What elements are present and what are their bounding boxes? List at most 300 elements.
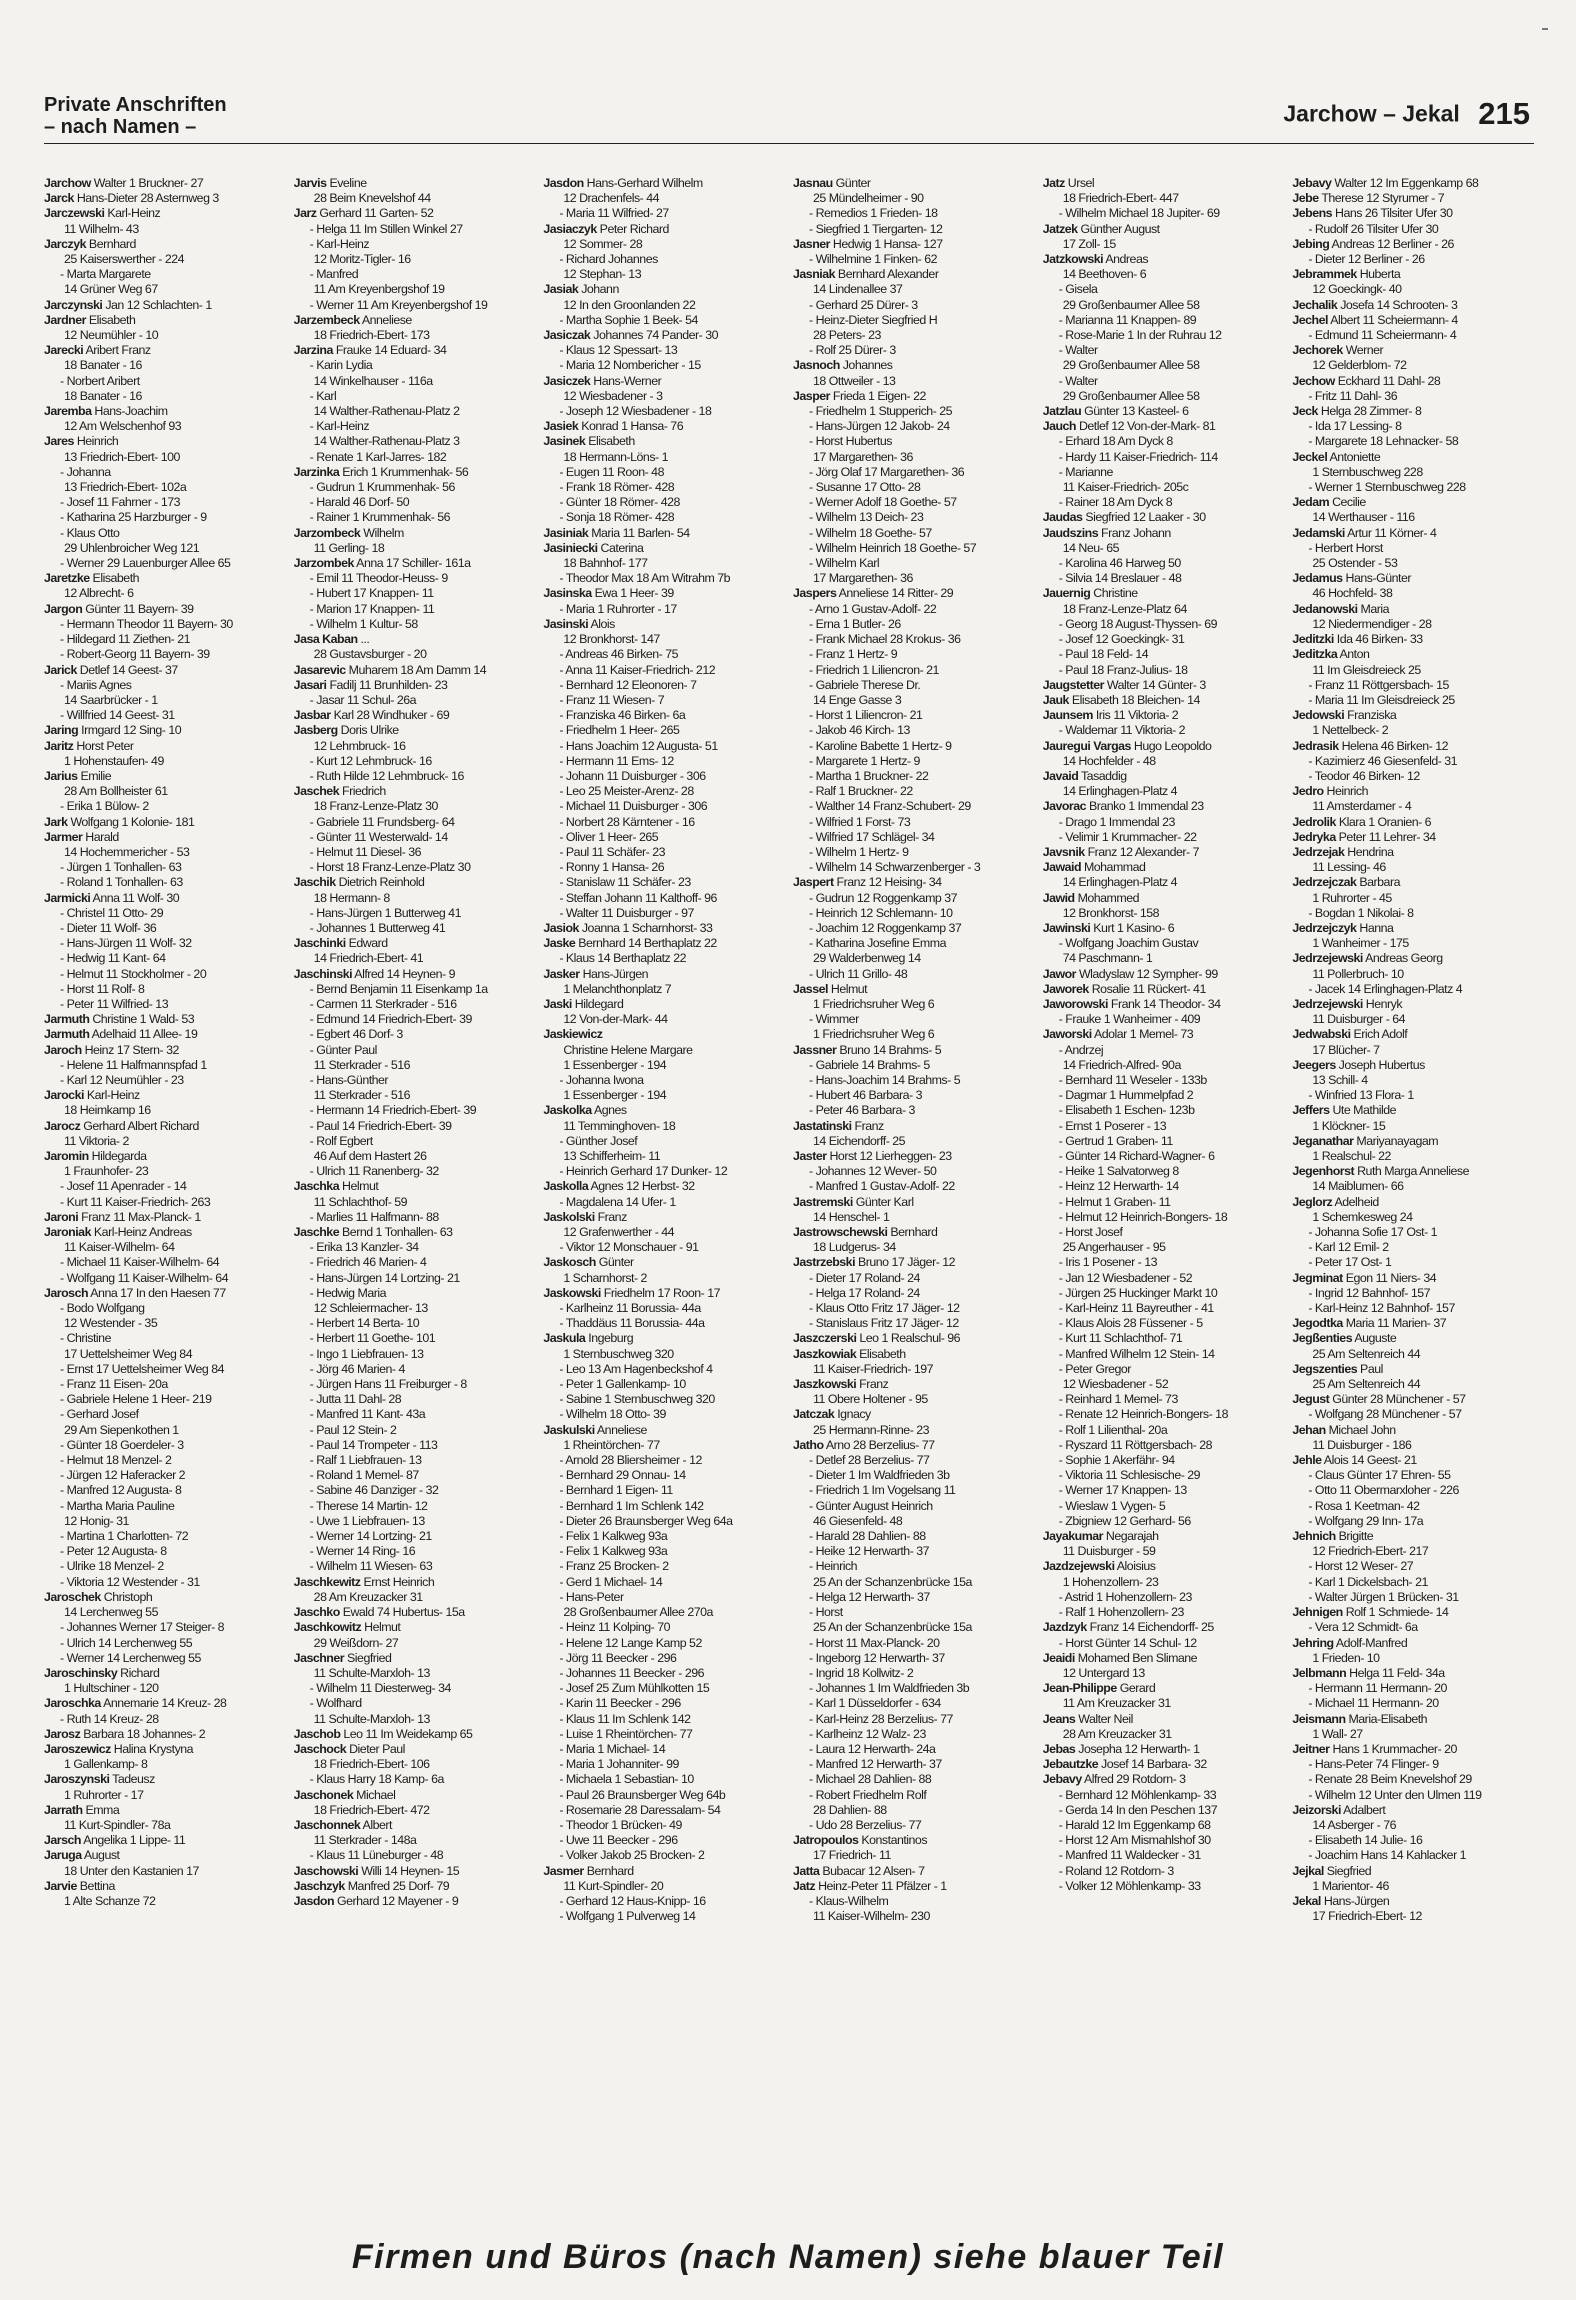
surname: Jardner bbox=[44, 312, 86, 327]
surname-entry bbox=[1043, 1027, 1287, 1042]
listing-entry: - Walter bbox=[1058, 373, 1098, 388]
surname-entry bbox=[543, 1210, 787, 1225]
entry-details: Siegfried 12 Laaker - 30 bbox=[1082, 510, 1206, 525]
listing-entry: - Martha Maria Pauline bbox=[60, 1498, 175, 1513]
listing-entry: - Johannes Werner 17 Steiger- 8 bbox=[60, 1620, 225, 1635]
address-line: 12 Friedrich-Ebert- 217 bbox=[1312, 1544, 1429, 1559]
listing-entry: - Sonja 18 Römer- 428 bbox=[559, 510, 675, 525]
listing-entry: - Friedrich 1 Im Vogelsang 11 bbox=[809, 1483, 956, 1498]
listing-entry: - Karl-Heinz bbox=[309, 236, 370, 251]
entry-details: Detlef 12 Von-der-Mark- 81 bbox=[1076, 419, 1216, 434]
listing-entry: - Erika 13 Kanzler- 34 bbox=[309, 1240, 419, 1255]
surname-entry bbox=[1292, 313, 1536, 328]
surname-entry bbox=[1292, 1864, 1536, 1879]
entry-details: Hans-Jürgen bbox=[1320, 1893, 1390, 1908]
entry-details: Cecilie bbox=[1329, 495, 1366, 510]
directory-column-6 bbox=[1292, 176, 1536, 2196]
address-line: 14 Walther-Rathenau-Platz 3 bbox=[313, 434, 460, 449]
entry-details: Friedhelm 17 Roon- 17 bbox=[600, 1285, 721, 1300]
address-line: 18 Friedrich-Ebert- 447 bbox=[1062, 191, 1179, 206]
surname: Jaschka bbox=[293, 1179, 340, 1194]
surname: Jasnau bbox=[793, 176, 833, 190]
entry-details: Hildegard bbox=[571, 996, 624, 1011]
page-number: 215 bbox=[1478, 96, 1530, 131]
entry-details: Elisabeth 18 Bleichen- 14 bbox=[1068, 692, 1200, 707]
entry-details: Franz bbox=[594, 1209, 627, 1224]
surname: Jarmicki bbox=[44, 890, 91, 905]
surname-entry bbox=[1043, 252, 1287, 267]
address-line: 1 Rheintörchen- 77 bbox=[563, 1437, 660, 1452]
address-line: 12 Von-der-Mark- 44 bbox=[563, 1012, 668, 1027]
listing-entry: - Frauke 1 Wanheimer - 409 bbox=[1058, 1012, 1201, 1027]
surname: Jaske bbox=[543, 936, 576, 951]
listing-entry: - Andrzej bbox=[1058, 1042, 1104, 1057]
listing-entry: - Ralf 1 Bruckner- 22 bbox=[809, 784, 913, 799]
entry-details: Horst 12 Lierheggen- 23 bbox=[826, 1149, 952, 1163]
entry-details: Franz bbox=[856, 1377, 889, 1392]
listing-entry: - Karl-Heinz 11 Bayreuther - 41 bbox=[1058, 1301, 1214, 1316]
listing-entry: - Hermann 11 Hermann- 20 bbox=[1308, 1681, 1447, 1696]
listing-entry: - Harald 28 Dahlien- 88 bbox=[809, 1529, 926, 1544]
listing-entry: - Bernhard 11 Weseler - 133b bbox=[1058, 1072, 1207, 1087]
surname: Jatzkowski bbox=[1042, 252, 1104, 267]
surname-entry bbox=[1292, 1316, 1536, 1331]
entry-details: Ewald 74 Hubertus- 15a bbox=[339, 1605, 465, 1620]
listing-entry: - Remedios 1 Frieden- 18 bbox=[809, 206, 938, 221]
listing-entry: - Jan 12 Wiesbadener - 52 bbox=[1058, 1270, 1193, 1285]
listing-entry: - Renate 12 Heinrich-Bongers- 18 bbox=[1058, 1407, 1228, 1422]
address-line: 29 Großenbaumer Allee 58 bbox=[1062, 297, 1200, 312]
surname: Jaskiewicz bbox=[543, 1027, 603, 1042]
surname-entry bbox=[1043, 419, 1287, 434]
listing-entry: - Maria 11 Im Gleisdreieck 25 bbox=[1308, 692, 1455, 707]
listing-entry: - Volker Jakob 25 Brocken- 2 bbox=[559, 1848, 705, 1863]
listing-entry: - Kurt 12 Lehmbruck- 16 bbox=[309, 753, 432, 768]
address-line: 11 Schlachthof- 59 bbox=[313, 1194, 408, 1209]
surname: Jeitner bbox=[1292, 1741, 1330, 1756]
listing-entry: - Karl-Heinz bbox=[309, 419, 370, 434]
address-line: 11 Sterkrader - 516 bbox=[313, 1057, 411, 1072]
listing-entry: - Horst Hubertus bbox=[809, 434, 892, 449]
surname: Jaschkowitz bbox=[293, 1620, 362, 1635]
surname: Jatz bbox=[1042, 176, 1065, 190]
surname-entry bbox=[1292, 997, 1536, 1012]
surname-entry bbox=[294, 632, 538, 647]
address-line: 1 Ruhrorter - 17 bbox=[64, 1787, 144, 1802]
listing-entry: - Horst 18 Franz-Lenze-Platz 30 bbox=[309, 860, 471, 875]
listing-entry: - Vera 12 Schmidt- 6a bbox=[1308, 1620, 1418, 1635]
listing-entry: - Karl 12 Emil- 2 bbox=[1308, 1240, 1389, 1255]
listing-entry: - Günther Josef bbox=[559, 1133, 638, 1148]
surname: Jechalik bbox=[1292, 297, 1338, 312]
entry-details: Huberta bbox=[1356, 267, 1401, 282]
surname-entry bbox=[1292, 206, 1536, 221]
address-line: 18 Hermann-Löns- 1 bbox=[563, 449, 668, 464]
address-line: 1 Sternbuschweg 320 bbox=[563, 1346, 674, 1361]
surname: Jaschob bbox=[293, 1726, 341, 1741]
surname: Jeditzka bbox=[1292, 647, 1338, 662]
entry-details: Arno 28 Berzelius- 77 bbox=[823, 1437, 935, 1452]
listing-entry: - Hans-Jürgen 1 Butterweg 41 bbox=[309, 905, 461, 920]
listing-entry: - Margarete 18 Lehnacker- 58 bbox=[1308, 434, 1459, 449]
listing-entry: - Peter 1 Gallenkamp- 10 bbox=[559, 1377, 686, 1392]
entry-details: Emilie bbox=[77, 768, 112, 783]
surname: Jaschinki bbox=[293, 936, 346, 951]
listing-entry: - Bernhard 12 Eleonoren- 7 bbox=[559, 677, 697, 692]
listing-entry: - Franz 11 Eisen- 20a bbox=[60, 1377, 168, 1392]
address-line: 11 Am Kreyenbergshof 19 bbox=[313, 282, 445, 297]
surname-entry bbox=[543, 419, 787, 434]
entry-details: Heinrich bbox=[73, 434, 119, 449]
entry-details: Wilhelm bbox=[360, 525, 404, 540]
entry-details: Heinrich bbox=[1323, 784, 1369, 799]
listing-entry: - Hans-Jürgen 11 Wolf- 32 bbox=[60, 936, 192, 951]
address-line: 28 Gustavsburger - 20 bbox=[313, 647, 427, 662]
listing-entry: - Wimmer bbox=[809, 1012, 859, 1027]
entry-details: Anna 11 Wolf- 30 bbox=[90, 890, 180, 905]
entry-details: Emma bbox=[82, 1802, 120, 1817]
surname: Jaroschinsky bbox=[44, 1665, 118, 1680]
surname-entry bbox=[294, 663, 538, 678]
surname-entry bbox=[1043, 1651, 1287, 1666]
surname-entry bbox=[44, 343, 288, 358]
entry-details: Günther August bbox=[1077, 221, 1160, 236]
listing-entry: - Johannes 1 Butterweg 41 bbox=[309, 920, 446, 935]
listing-entry: - Heike 12 Herwarth- 37 bbox=[809, 1544, 930, 1559]
surname: Jarvis bbox=[293, 176, 327, 190]
entry-details: Franziska bbox=[1344, 708, 1397, 723]
listing-entry: - Stanislaw 11 Schäfer- 23 bbox=[559, 875, 691, 890]
listing-entry: - Bernhard 29 Onnau- 14 bbox=[559, 1468, 686, 1483]
entry-details: Günter 28 Münchener - 57 bbox=[1329, 1392, 1466, 1407]
surname: Jaschke bbox=[293, 1225, 340, 1240]
address-line: 12 Stephan- 13 bbox=[563, 267, 642, 282]
listing-entry: - Jörg 11 Beecker - 296 bbox=[559, 1650, 677, 1665]
surname-entry bbox=[294, 723, 538, 738]
surname-entry bbox=[44, 1848, 288, 1863]
listing-entry: - Werner 11 Am Kreyenbergshof 19 bbox=[309, 297, 488, 312]
listing-entry: - Gabriele Therese Dr. bbox=[809, 677, 921, 692]
address-line: 12 Moritz-Tigler- 16 bbox=[313, 252, 411, 267]
surname: Jaspert bbox=[793, 875, 834, 890]
listing-entry: - Harald 12 Im Eggenkamp 68 bbox=[1058, 1817, 1211, 1832]
surname-entry bbox=[1292, 495, 1536, 510]
listing-entry: - Gabriele 11 Frundsberg- 64 bbox=[309, 814, 455, 829]
listing-entry: - Horst Günter 14 Schul- 12 bbox=[1058, 1635, 1197, 1650]
surname: Jasa Kaban bbox=[293, 632, 358, 647]
surname-entry bbox=[294, 465, 538, 480]
address-line: 1 Schemkesweg 24 bbox=[1312, 1209, 1413, 1224]
listing-entry: - Helga 17 Roland- 24 bbox=[809, 1285, 920, 1300]
surname: Jebrammek bbox=[1292, 267, 1357, 282]
entry-details: Heinz 17 Stern- 32 bbox=[81, 1042, 179, 1057]
surname-entry bbox=[793, 982, 1037, 997]
surname: Jasbar bbox=[293, 708, 331, 723]
listing-entry: - Hermann 14 Friedrich-Ebert- 39 bbox=[309, 1103, 477, 1118]
surname-entry bbox=[543, 1864, 787, 1879]
surname-entry bbox=[1043, 1742, 1287, 1757]
surname-entry bbox=[793, 267, 1037, 282]
surname-entry bbox=[1292, 1529, 1536, 1544]
surname: Jasner bbox=[793, 236, 830, 251]
listing-entry: - Klaus 12 Spessart- 13 bbox=[559, 343, 678, 358]
listing-entry: - Viktoria 11 Schlesische- 29 bbox=[1058, 1468, 1201, 1483]
surname: Jaworowski bbox=[1042, 996, 1108, 1011]
entry-details: Hendrina bbox=[1344, 844, 1394, 859]
surname: Jejkal bbox=[1292, 1863, 1324, 1878]
entry-details: Mariyanayagam bbox=[1353, 1133, 1439, 1148]
surname: Jauregui Vargas bbox=[1042, 738, 1131, 753]
entry-details: Doris Ulrike bbox=[337, 723, 399, 738]
surname: Jassner bbox=[793, 1042, 837, 1057]
entry-details: Mohammad bbox=[1081, 860, 1146, 875]
surname: Jasiak bbox=[543, 282, 579, 297]
listing-entry: - Johanna Iwona bbox=[559, 1072, 644, 1087]
listing-entry: - Erna 1 Butler- 26 bbox=[809, 616, 901, 631]
listing-entry: - Manfred bbox=[309, 267, 359, 282]
entry-details: Karl 28 Windhuker - 69 bbox=[330, 708, 450, 723]
surname: Jawid bbox=[1042, 890, 1075, 905]
entry-details: Helga 28 Zimmer- 8 bbox=[1317, 404, 1422, 419]
listing-entry: - Margarete 1 Hertz- 9 bbox=[809, 753, 920, 768]
surname: Jasberg bbox=[293, 723, 338, 738]
surname: Jarius bbox=[44, 768, 78, 783]
address-line: 1 Nettelbeck- 2 bbox=[1312, 723, 1389, 738]
surname: Jegszenties bbox=[1292, 1361, 1358, 1376]
surname-entry bbox=[1292, 1164, 1536, 1179]
directory-columns bbox=[44, 176, 1536, 2196]
surname: Jatzlau bbox=[1042, 404, 1082, 419]
surname-entry bbox=[1292, 1362, 1536, 1377]
address-line: 12 Lehmbruck- 16 bbox=[313, 738, 406, 753]
entry-details: Christine 1 Wald- 53 bbox=[89, 1012, 195, 1027]
surname: Jayakumar bbox=[1042, 1529, 1103, 1544]
surname-entry bbox=[793, 1864, 1037, 1879]
surname: Jedrzejak bbox=[1292, 844, 1345, 859]
entry-details: August bbox=[81, 1848, 120, 1863]
entry-details: Günter bbox=[595, 1255, 634, 1270]
entry-details: Anneliese 14 Ritter- 29 bbox=[836, 586, 954, 601]
surname: Jaschik bbox=[293, 875, 336, 890]
directory-column-5 bbox=[1043, 176, 1287, 2196]
surname-entry bbox=[543, 1331, 787, 1346]
surname: Jarczyk bbox=[44, 236, 86, 251]
address-line: 14 Lindenallee 37 bbox=[813, 282, 903, 297]
listing-entry: - Robert Friedhelm Rolf bbox=[809, 1787, 927, 1802]
surname: Jasiok bbox=[543, 920, 579, 935]
entry-details: Ruth Marga Anneliese bbox=[1354, 1164, 1470, 1179]
listing-entry: - Horst 12 Weser- 27 bbox=[1308, 1559, 1414, 1574]
surname: Jebas bbox=[1042, 1741, 1076, 1756]
address-line: 25 Hermann-Rinne- 23 bbox=[813, 1422, 930, 1437]
surname-entry bbox=[44, 739, 288, 754]
surname: Jasari bbox=[293, 677, 327, 692]
address-line: 12 Sommer- 28 bbox=[563, 236, 643, 251]
surname-entry bbox=[1292, 830, 1536, 845]
entry-details: ... bbox=[357, 632, 370, 647]
surname: Jaskula bbox=[543, 1331, 586, 1346]
entry-details: Adolf-Manfred bbox=[1333, 1635, 1408, 1650]
listing-entry: - Drago 1 Immendal 23 bbox=[1058, 814, 1175, 829]
listing-entry: - Sophie 1 Akerfähr- 94 bbox=[1058, 1453, 1175, 1468]
surname-entry bbox=[543, 1423, 787, 1438]
surname: Jaroszynski bbox=[44, 1772, 110, 1787]
surname-entry bbox=[1292, 176, 1536, 191]
surname: Jaschowski bbox=[293, 1863, 359, 1878]
address-line: 25 Mündelheimer - 90 bbox=[813, 191, 924, 206]
surname-entry bbox=[1292, 1894, 1536, 1909]
surname-entry bbox=[1043, 1681, 1287, 1696]
listing-entry: - Norbert Aribert bbox=[60, 373, 140, 388]
address-line: 11 Kaiser-Wilhelm- 230 bbox=[813, 1909, 930, 1924]
listing-entry: - Friedhelm 1 Heer- 265 bbox=[559, 723, 680, 738]
entry-details: Hugo Leopoldo bbox=[1130, 738, 1212, 753]
address-line: 11 Kurt-Spindler- 20 bbox=[563, 1878, 664, 1893]
listing-entry: - Wolfhard bbox=[309, 1696, 362, 1711]
listing-entry: - Felix 1 Kalkweg 93a bbox=[559, 1544, 668, 1559]
address-line: 12 Wiesbadener - 52 bbox=[1062, 1377, 1169, 1392]
listing-entry: - Marianne bbox=[1058, 464, 1113, 479]
listing-entry: - Maria 1 Michael- 14 bbox=[559, 1741, 666, 1756]
entry-details: Konstantinos bbox=[858, 1833, 928, 1848]
entry-details: Detlef 14 Geest- 37 bbox=[76, 662, 178, 677]
listing-entry: - Klaus-Wilhelm bbox=[809, 1893, 889, 1908]
surname-entry bbox=[294, 1605, 538, 1620]
listing-entry: - Franz 1 Hertz- 9 bbox=[809, 647, 898, 662]
entry-details: Bernhard bbox=[583, 1863, 634, 1878]
address-line: 28 Peters- 23 bbox=[813, 328, 881, 343]
address-line: 28 Am Kreuzacker 31 bbox=[1062, 1726, 1172, 1741]
surname-entry bbox=[294, 1620, 538, 1635]
listing-entry: - Winfried 13 Flora- 1 bbox=[1308, 1088, 1414, 1103]
entry-details: Aloisius bbox=[1114, 1559, 1156, 1574]
surname: Jasinska bbox=[543, 586, 592, 601]
listing-entry: - Horst 12 Am Mismahlshof 30 bbox=[1058, 1833, 1211, 1848]
listing-entry: - Peter 17 Ost- 1 bbox=[1308, 1255, 1392, 1270]
surname: Jeegers bbox=[1292, 1057, 1336, 1072]
surname: Jaunsem bbox=[1042, 708, 1093, 723]
address-line: 25 Kaiserswerther - 224 bbox=[64, 252, 185, 267]
address-line: 29 Weißdorn- 27 bbox=[313, 1635, 399, 1650]
surname-entry bbox=[294, 1894, 538, 1909]
address-line: 11 Duisburger - 59 bbox=[1062, 1544, 1156, 1559]
address-line: 29 Am Siepenkothen 1 bbox=[64, 1422, 179, 1437]
address-line: 11 Schulte-Marxloh- 13 bbox=[313, 1665, 430, 1680]
surname: Jaring bbox=[44, 723, 79, 738]
surname-entry bbox=[44, 206, 288, 221]
surname-entry bbox=[1292, 1666, 1536, 1681]
listing-entry: - Johannes 11 Beecker - 296 bbox=[559, 1665, 705, 1680]
listing-entry: - Johann 11 Duisburger - 306 bbox=[559, 768, 706, 783]
surname-entry bbox=[44, 1119, 288, 1134]
surname: Jasiniecki bbox=[543, 540, 598, 555]
surname: Jarvie bbox=[44, 1878, 77, 1893]
listing-entry: - Frank 18 Römer- 428 bbox=[559, 480, 675, 495]
listing-entry: - Silvia 14 Breslauer - 48 bbox=[1058, 571, 1182, 586]
surname-entry bbox=[543, 222, 787, 237]
address-line: 11 Sterkrader - 148a bbox=[313, 1833, 417, 1848]
listing-entry: - Maria 11 Wilfried- 27 bbox=[559, 206, 669, 221]
listing-entry: - Wilhelm 11 Wiesen- 63 bbox=[309, 1559, 433, 1574]
entry-details: Anneliese bbox=[594, 1422, 647, 1437]
address-line: 28 Am Kreuzacker 31 bbox=[313, 1589, 423, 1604]
entry-details: Tadeusz bbox=[109, 1772, 155, 1787]
listing-entry: - Karl 12 Neumühler - 23 bbox=[60, 1072, 184, 1087]
surname: Jasarevic bbox=[293, 662, 346, 677]
listing-entry: - Wilhelm 12 Unter den Ulmen 119 bbox=[1308, 1787, 1482, 1802]
surname-entry bbox=[1043, 860, 1287, 875]
listing-entry: - Manfred 11 Waldecker - 31 bbox=[1058, 1848, 1201, 1863]
entry-details: Frieda 1 Eigen- 22 bbox=[829, 388, 926, 403]
entry-details: Ursel bbox=[1064, 176, 1095, 190]
listing-entry: - Hans-Jürgen 14 Lortzing- 21 bbox=[309, 1270, 460, 1285]
address-line: 12 Untergard 13 bbox=[1062, 1665, 1145, 1680]
address-line: 1 Realschul- 22 bbox=[1312, 1149, 1391, 1163]
address-line: 11 Lessing- 46 bbox=[1312, 860, 1386, 875]
surname-entry bbox=[793, 1255, 1037, 1270]
surname: Jebe bbox=[1292, 191, 1319, 206]
surname: Jazdzyk bbox=[1042, 1620, 1087, 1635]
surname: Jastatinski bbox=[793, 1118, 852, 1133]
surname-entry bbox=[793, 1331, 1037, 1346]
listing-entry: - Bernhard 12 Möhlenkamp- 33 bbox=[1058, 1787, 1217, 1802]
surname: Jaroschka bbox=[44, 1696, 101, 1711]
surname-entry bbox=[294, 678, 538, 693]
entry-details: Walter 14 Günter- 3 bbox=[1103, 677, 1206, 692]
listing-entry: - Kurt 11 Schlachthof- 71 bbox=[1058, 1331, 1183, 1346]
surname-entry bbox=[1292, 237, 1536, 252]
surname-entry bbox=[1043, 982, 1287, 997]
entry-details: Ernst Heinrich bbox=[360, 1574, 435, 1589]
entry-details: Halina Krystyna bbox=[110, 1741, 194, 1756]
address-line: 14 Enge Gasse 3 bbox=[813, 692, 902, 707]
surname-entry bbox=[44, 404, 288, 419]
surname: Jehan bbox=[1292, 1422, 1326, 1437]
entry-details: Gerard bbox=[1116, 1681, 1156, 1696]
listing-entry: - Günter 14 Richard-Wagner- 6 bbox=[1058, 1149, 1215, 1163]
listing-entry: - Rose-Marie 1 In der Ruhrau 12 bbox=[1058, 328, 1222, 343]
entry-details: Helmut bbox=[339, 1179, 379, 1194]
surname: Jeans bbox=[1042, 1711, 1076, 1726]
listing-entry: - Elisabeth 1 Eschen- 123b bbox=[1058, 1103, 1195, 1118]
surname: Jedrzejczyk bbox=[1292, 920, 1357, 935]
surname-entry bbox=[793, 1043, 1037, 1058]
address-line: 12 Schleiermacher- 13 bbox=[313, 1301, 428, 1316]
listing-entry: - Michael 11 Duisburger - 306 bbox=[559, 799, 708, 814]
listing-entry: - Kurt 11 Kaiser-Friedrich- 263 bbox=[60, 1194, 211, 1209]
surname-entry bbox=[1292, 1058, 1536, 1073]
surname: Jehnich bbox=[1292, 1529, 1336, 1544]
surname: Jaszkowiak bbox=[793, 1346, 857, 1361]
surname: Jasnoch bbox=[793, 358, 840, 373]
surname-entry bbox=[1043, 891, 1287, 906]
listing-entry: - Joachim Hans 14 Kahlacker 1 bbox=[1308, 1848, 1467, 1863]
address-line: 18 Friedrich-Ebert- 472 bbox=[313, 1802, 430, 1817]
listing-entry: - Jürgen 25 Huckinger Markt 10 bbox=[1058, 1285, 1218, 1300]
address-line: 11 Gerling- 18 bbox=[313, 540, 385, 555]
surname-entry bbox=[44, 1742, 288, 1757]
listing-entry: - Michael 11 Kaiser-Wilhelm- 64 bbox=[60, 1255, 220, 1270]
listing-entry: - Helmut 18 Menzel- 2 bbox=[60, 1453, 172, 1468]
listing-entry: - Hans-Peter 74 Flinger- 9 bbox=[1308, 1757, 1439, 1772]
surname-entry bbox=[1292, 526, 1536, 541]
entry-details: Dietrich Reinhold bbox=[335, 875, 425, 890]
address-line: 17 Friedrich-Ebert- 12 bbox=[1312, 1909, 1422, 1924]
listing-entry: - Wilhelm Karl bbox=[809, 556, 880, 571]
entry-details: Hans-Joachim bbox=[91, 404, 168, 419]
address-line: 11 Kaiser-Friedrich- 205c bbox=[1062, 480, 1189, 495]
entry-details: Agnes 12 Herbst- 32 bbox=[588, 1179, 695, 1194]
